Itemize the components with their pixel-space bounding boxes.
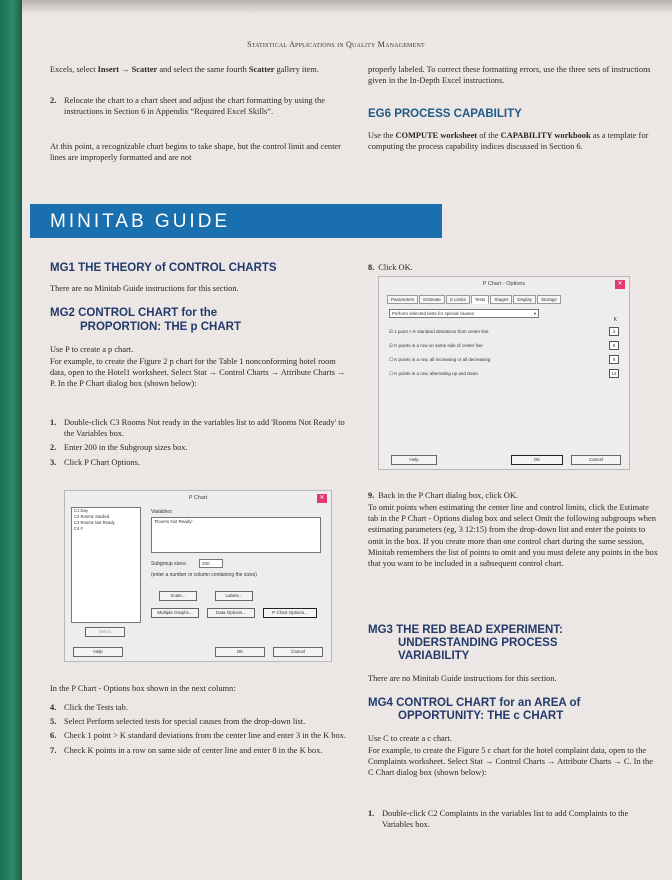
tab-stages[interactable]: Stages [490, 295, 512, 304]
step-9: 9. Back in the P Chart dialog box, click OK. [368, 491, 518, 500]
mg1-body: There are no Minitab Guide instructions for this section. [50, 284, 239, 293]
tab-estimate[interactable]: Estimate [419, 295, 445, 304]
help-button[interactable]: Help [73, 647, 123, 657]
mg2-step-2: 2. Enter 200 in the Subgroup sizes box. [50, 443, 188, 453]
p-chart-options-button[interactable]: P Chart Options... [263, 608, 317, 618]
mg2-step-3: 3. Click P Chart Options. [50, 457, 140, 467]
column-list[interactable] [71, 507, 141, 623]
cancel-button[interactable]: Cancel [571, 455, 621, 465]
cancel-button[interactable]: Cancel [273, 647, 323, 657]
variables-box[interactable]: 'Rooms Not Ready' [151, 517, 321, 553]
mg2-heading-line2: PROPORTION: THE p CHART [80, 321, 241, 333]
scale-button[interactable]: Scale... [159, 591, 197, 601]
tests-dropdown[interactable]: Perform selected tests for special causes ▾ [389, 309, 539, 318]
tab-display[interactable]: Display [513, 295, 536, 304]
p-chart-dialog [64, 490, 332, 662]
mg4-example: For example, to create the Figure 5 c chart for the hotel complaint data, open to the Complaints worksheet. Select Stat → Control Charts → Attribute Charts → C. In the C Chart dialog box (shown below): [368, 746, 653, 778]
help-button[interactable]: Help [391, 455, 437, 465]
mg2-step-1: 1. Double-click C3 Rooms Not ready in the variables list to add 'Rooms Not Ready' to the Variables box. [50, 418, 345, 439]
mg3-body: There are no Minitab Guide instructions for this section. [368, 674, 557, 683]
omit-para: To omit points when estimating the center line and control limits, click the Estimate tab in the P Chart - Options dialog box and select Omit the following subgroups when estimating parameters (eg, 3 12:15) from the drop-down list and enter the points to omit in the box. If you create more than one control chart during the same session, Minitab remembers the list of points to omit and you must delete any points in the box that you want to be included in a subsequent control chart. [368, 503, 658, 569]
eg6-heading: EG6 PROCESS CAPABILITY [368, 108, 522, 120]
test-3-k-input[interactable]: 6 [609, 355, 619, 364]
test-4-k-input[interactable]: 14 [609, 369, 619, 378]
select-button[interactable]: Select [85, 627, 125, 637]
labels-button[interactable]: Labels... [215, 591, 253, 601]
mg2-heading-line1: MG2 CONTROL CHART for the [50, 307, 218, 319]
eg6-body: Use the COMPUTE worksheet of the CAPABILITY workbook as a template for computing the process capability indices discussed in Section 6. [368, 131, 649, 152]
options-tabs [387, 295, 562, 304]
mg4-use: Use C to create a c chart. [368, 734, 452, 743]
mg3-heading-line3: VARIABILITY [398, 650, 470, 662]
variables-label: Variables: [151, 509, 173, 515]
data-options-button[interactable]: Data Options... [207, 608, 255, 618]
tab-tests[interactable]: Tests [471, 295, 490, 304]
options-step-6: 6. Check 1 point > K standard deviations from the center line and enter 3 in the K box. [50, 731, 346, 741]
mg3-heading-line1: MG3 THE RED BEAD EXPERIMENT: [368, 624, 563, 636]
step-8: 8. Click OK. [368, 263, 413, 272]
chevron-down-icon: ▾ [533, 311, 536, 316]
tab-parameters[interactable]: Parameters [387, 295, 418, 304]
close-icon[interactable]: ✕ [615, 280, 625, 289]
test-2-k-input[interactable]: 8 [609, 341, 619, 350]
excel-para: At this point, a recognizable chart begins to take shape, but the control limit and center lines are improperly formatted and are not [50, 142, 341, 163]
var-item[interactable]: C2 Rooms Studied [74, 514, 110, 519]
options-intro: In the P Chart - Options box shown in the next column: [50, 684, 236, 693]
ok-button[interactable]: OK [511, 455, 563, 465]
var-item[interactable]: C1 Day [74, 508, 88, 513]
subgroup-input[interactable]: 200 [199, 559, 223, 568]
green-edge-strip [0, 0, 22, 880]
mg2-use: Use P to create a p chart. [50, 345, 134, 354]
mg1-heading: MG1 THE THEORY of CONTROL CHARTS [50, 262, 277, 274]
test-4-checkbox[interactable]: ☐ K points in a row, alternating up and down [389, 371, 478, 376]
format-para: properly labeled. To correct these formatting errors, use the three sets of instructions given in the In-Depth Excel instructions. [368, 65, 651, 86]
k-header: K [613, 317, 617, 323]
excel-intro: Excels, select Insert → Scatter and select the same fourth Scatter gallery item. [50, 65, 319, 74]
dialog-title: P Chart [188, 495, 208, 501]
var-item[interactable]: C4 # [74, 526, 83, 531]
test-1-checkbox[interactable]: ☑ 1 point > K standard deviations from center line [389, 329, 489, 334]
subgroup-hint: (enter a number or column containing the sizes) [151, 572, 257, 578]
mg4-heading-line1: MG4 CONTROL CHART for an AREA of [368, 697, 581, 709]
mg4-heading-line2: OPPORTUNITY: THE c CHART [398, 710, 564, 722]
tab-storage[interactable]: Storage [537, 295, 561, 304]
options-step-7: 7. Check K points in a row on same side of center line and enter 8 in the K box. [50, 745, 323, 755]
page-shadow [22, 0, 672, 14]
test-3-checkbox[interactable]: ☐ K points in a row, all increasing or all decreasing [389, 357, 491, 362]
options-step-5: 5. Select Perform selected tests for special causes from the drop-down list. [50, 717, 306, 727]
subgroup-label: Subgroup sizes: [151, 561, 187, 567]
test-2-checkbox[interactable]: ☑ K points in a row on same side of center line [389, 343, 483, 348]
test-1-k-input[interactable]: 3 [609, 327, 619, 336]
multiple-graphs-button[interactable]: Multiple Graphs... [151, 608, 199, 618]
mg2-steps [50, 417, 350, 471]
options-step-4: 4. Click the Tests tab. [50, 703, 128, 712]
mg3-heading-line2: UNDERSTANDING PROCESS [398, 637, 558, 649]
excel-step-2: 2. Relocate the chart to a chart sheet and adjust the chart formatting by using the instructions in Section 6 in Appendix “Required Excel Skills”. [50, 96, 325, 117]
mg4-step-1: 1. Double-click C2 Complaints in the variables list to add Complaints to the Variables box. [368, 809, 629, 830]
minitab-guide-banner: MINITAB GUIDE [30, 204, 442, 238]
tab-s-limits[interactable]: S Limits [446, 295, 470, 304]
p-chart-options-dialog [378, 276, 630, 470]
close-icon[interactable]: ✕ [317, 494, 327, 503]
mg2-options-steps [50, 702, 350, 759]
mg2-example: For example, to create the Figure 2 p chart for the Table 1 nonconforming hotel room data, open to the Hotel1 worksheet. Select Stat → Control Charts → Attribute Charts → P. In the P Chart dialog box (shown below): [50, 357, 346, 389]
running-header: Statistical Applications in Quality Management [247, 40, 425, 49]
var-item[interactable]: C3 Rooms Not Ready [74, 520, 115, 525]
ok-button[interactable]: OK [215, 647, 265, 657]
options-dialog-title: P Chart - Options [482, 281, 526, 287]
